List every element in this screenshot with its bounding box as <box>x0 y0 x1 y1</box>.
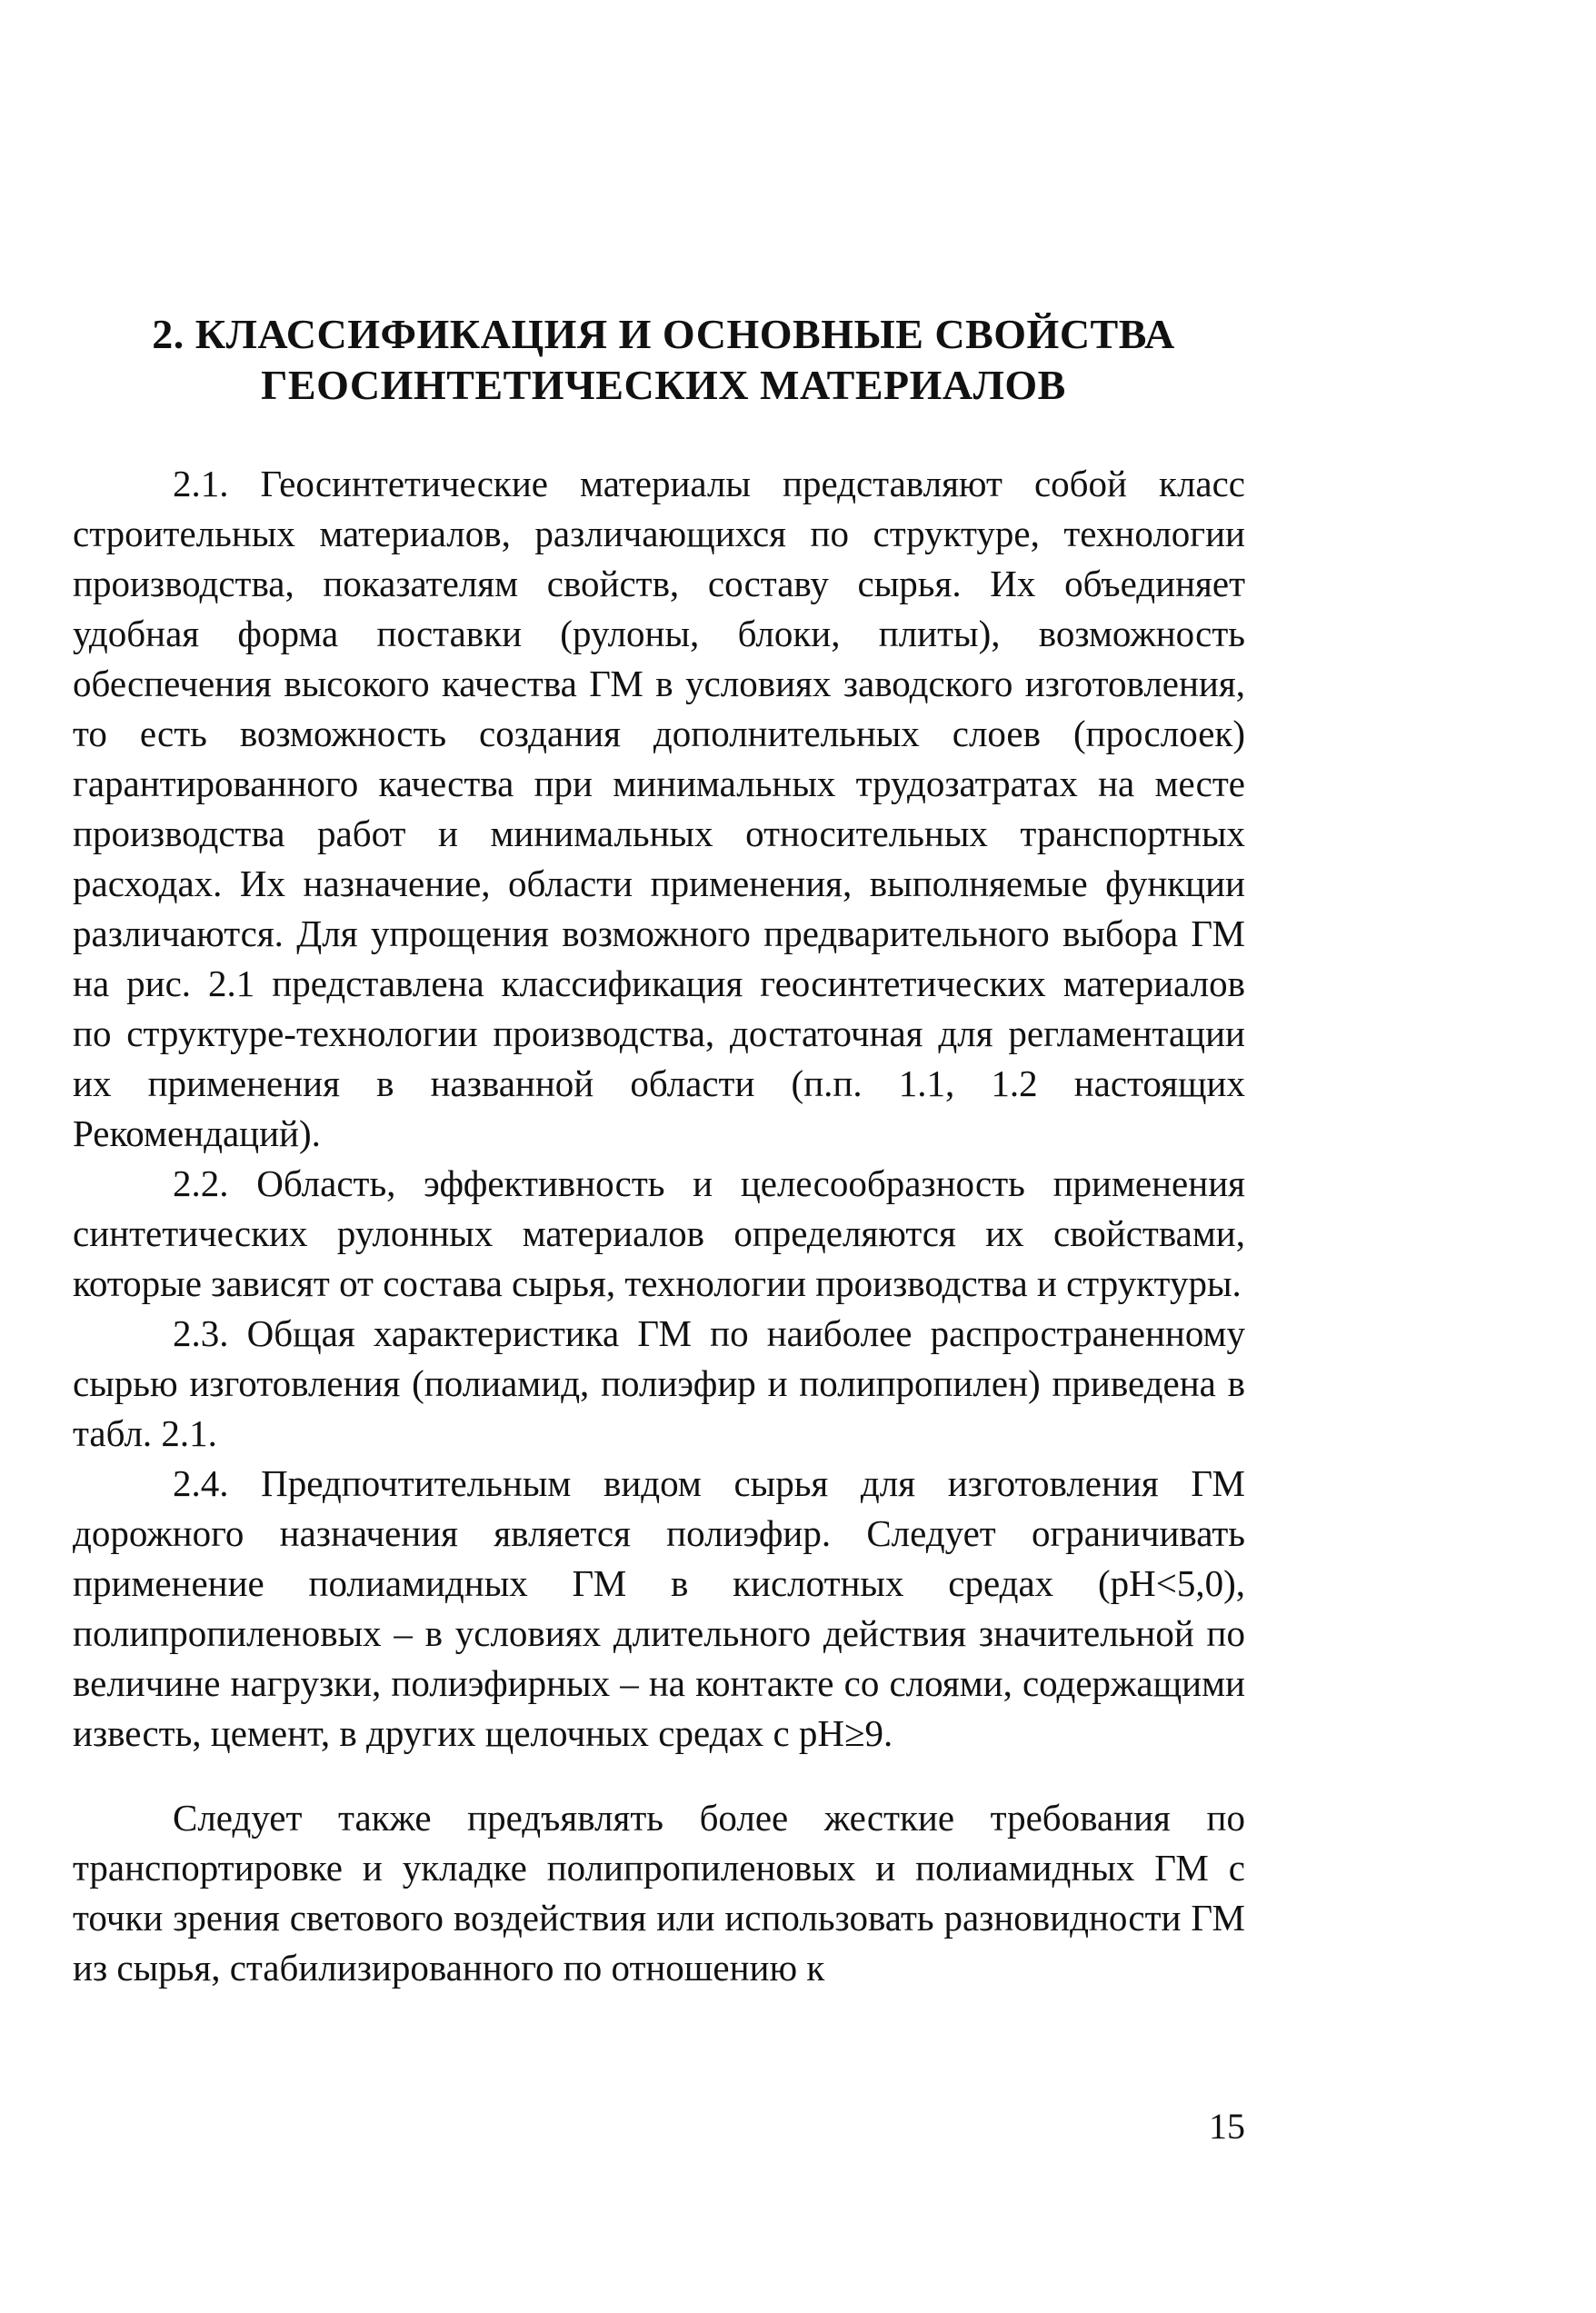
paragraph-2-1: 2.1. Геосинтетические материалы представляют собой класс строительных материалов, различающихся по структуре, технологии производства, показателям свойств, составу сырья. Их объединяет удобная форма поставки (рулоны, блоки, плиты), возможность обеспечения высокого качества ГМ в условиях заводского изготовления, то есть возможность создания дополнительных слоев (прослоек) гарантированного качества при минимальных трудозатратах на месте производства работ и минимальных относительных транспортных расходах. Их назначение, области применения, выполняемые функции различаются. Для упрощения возможного предварительного выбора ГМ на рис. 2.1 представлена классификация геосинтетических материалов по структуре-технологии производства, достаточная для регламентации их применения в названной области (п.п. 1.1, 1.2 настоящих Рекомендаций). <box>73 463 1245 1154</box>
body-text <box>73 459 1245 1993</box>
section-heading-line-2: ГЕОСИНТЕТИЧЕСКИХ МАТЕРИАЛОВ <box>261 362 1066 408</box>
page-number: 15 <box>1209 2106 1245 2147</box>
paragraph-2-4: 2.4. Предпочтительным видом сырья для изготовления ГМ дорожного назначения является полиэфир. Следует ограничивать применение полиамидных ГМ в кислотных средах (pH<5,0), полипропиленовых – в условиях длительного действия значительной по величине нагрузки, полиэфирных – на контакте со слоями, содержащими известь, цемент, в других щелочных средах с pH≥9. <box>73 1462 1245 1754</box>
paragraph-2-2: 2.2. Область, эффективность и целесообразность применения синтетических рулонных материалов определяются их свойствами, которые зависят от состава сырья, технологии производства и структуры. <box>73 1162 1245 1304</box>
paragraph-2-3: 2.3. Общая характеристика ГМ по наиболее распространенному сырью изготовления (полиамид, полиэфир и полипропилен) приведена в табл. 2.1. <box>73 1312 1245 1454</box>
paragraph-continuation: Следует также предъявлять более жесткие требования по транспортировке и укладке полипропиленовых и полиамидных ГМ с точки зрения светового воздействия или использовать разновидности ГМ из сырья, стабилизированного по отношению к <box>73 1797 1245 1989</box>
section-heading-line-1: 2. КЛАССИФИКАЦИЯ И ОСНОВНЫЕ СВОЙСТВА <box>152 311 1175 357</box>
section-heading <box>118 309 1209 411</box>
